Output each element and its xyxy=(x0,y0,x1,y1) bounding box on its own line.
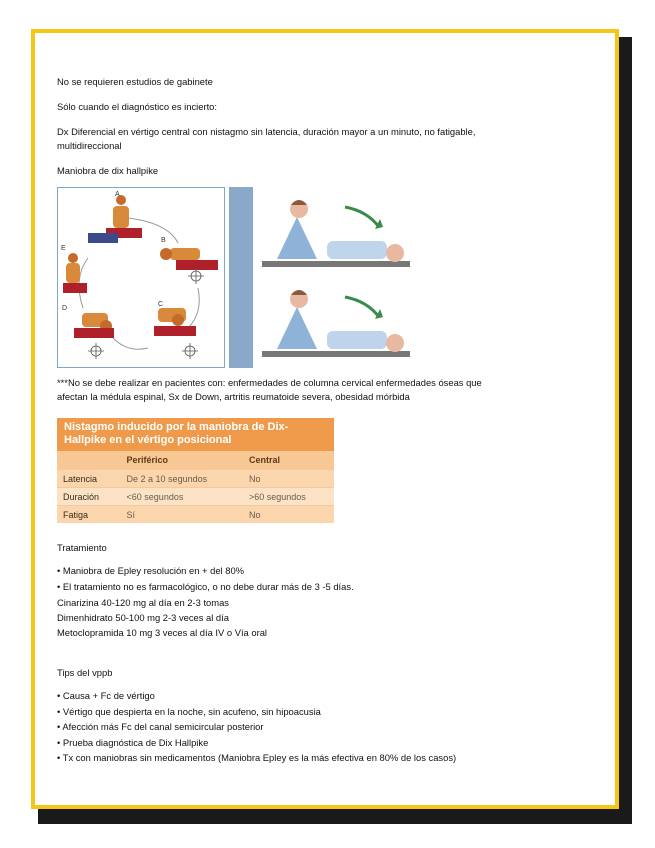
cell-central: No xyxy=(243,470,334,488)
figure-divider xyxy=(229,187,253,368)
table-title: Nistagmo inducido por la maniobra de Dix-Hallpike en el vértigo posicional xyxy=(57,418,334,451)
paragraph-gabinete: No se requieren estudios de gabinete xyxy=(57,76,213,87)
table-header-row xyxy=(57,451,334,470)
nistagmo-table xyxy=(57,418,334,523)
tratamiento-item: Dimenhidrato 50-100 mg 2-3 veces al día xyxy=(57,612,229,623)
table-header-central: Central xyxy=(243,451,334,470)
tips-item: • Causa + Fc de vértigo xyxy=(57,690,155,701)
row-label: Fatiga xyxy=(57,506,121,524)
tips-item: • Tx con maniobras sin medicamentos (Maniobra Epley es la más efectiva en 80% de los casos) xyxy=(57,752,457,763)
tratamiento-item: Cinarizina 40-120 mg al día en 2-3 tomas xyxy=(57,597,229,608)
table-row xyxy=(57,488,334,506)
row-label: Latencia xyxy=(57,470,121,488)
section-title-tips: Tips del vppb xyxy=(57,667,113,678)
dix-hallpike-illustration xyxy=(57,187,413,368)
tips-item: • Vértigo que despierta en la noche, sin acufeno, sin hipoacusia xyxy=(57,706,321,717)
paragraph-dx-diferencial: Dx Diferencial en vértigo central con nistagmo sin latencia, duración mayor a un minuto, no fatigable, multidireccional xyxy=(57,126,476,151)
maneuver-side-drawing xyxy=(257,187,413,368)
tratamiento-item: Metoclopramida 10 mg 3 veces al día IV o Vía oral xyxy=(57,627,268,638)
row-label: Duración xyxy=(57,488,121,506)
table-row xyxy=(57,506,334,524)
cell-central: No xyxy=(243,506,334,524)
step-label-b: B xyxy=(161,237,166,244)
tips-item: • Prueba diagnóstica de Dix Hallpike xyxy=(57,737,209,748)
step-label-d: D xyxy=(62,305,68,312)
paragraph-diagnostico-incierto: Sólo cuando el diagnóstico es incierto: xyxy=(57,101,217,112)
maneuver-side-panel xyxy=(257,187,413,368)
paragraph-maniobra-title: Maniobra de dix hallpike xyxy=(57,165,159,176)
cell-periferico: Sí xyxy=(121,506,243,524)
step-label-a: A xyxy=(115,191,120,198)
section-title-tratamiento: Tratamiento xyxy=(57,542,107,553)
cell-periferico: De 2 a 10 segundos xyxy=(121,470,243,488)
tips-item: • Afección más Fc del canal semicircular posterior xyxy=(57,721,264,732)
maneuver-cycle-drawing xyxy=(58,188,226,369)
maneuver-cycle-panel xyxy=(57,187,225,368)
paragraph-contraindicaciones: ***No se debe realizar en pacientes con: enfermedades de columna cervical enfermedades óseas que afectan la médula espinal, Sx de Down, artritis reumatoide severa, obesidad mórbida xyxy=(57,377,482,402)
table-header-periferico: Periférico xyxy=(121,451,243,470)
step-label-e: E xyxy=(61,245,66,252)
table-header-empty xyxy=(57,451,121,470)
tratamiento-item: • El tratamiento no es farmacológico, o no debe durar más de 3 -5 días. xyxy=(57,581,354,592)
tratamiento-item: • Maniobra de Epley resolución en + del 80% xyxy=(57,565,244,576)
cell-periferico: <60 segundos xyxy=(121,488,243,506)
table-row xyxy=(57,470,334,488)
cell-central: >60 segundos xyxy=(243,488,334,506)
step-label-c: C xyxy=(158,301,164,308)
